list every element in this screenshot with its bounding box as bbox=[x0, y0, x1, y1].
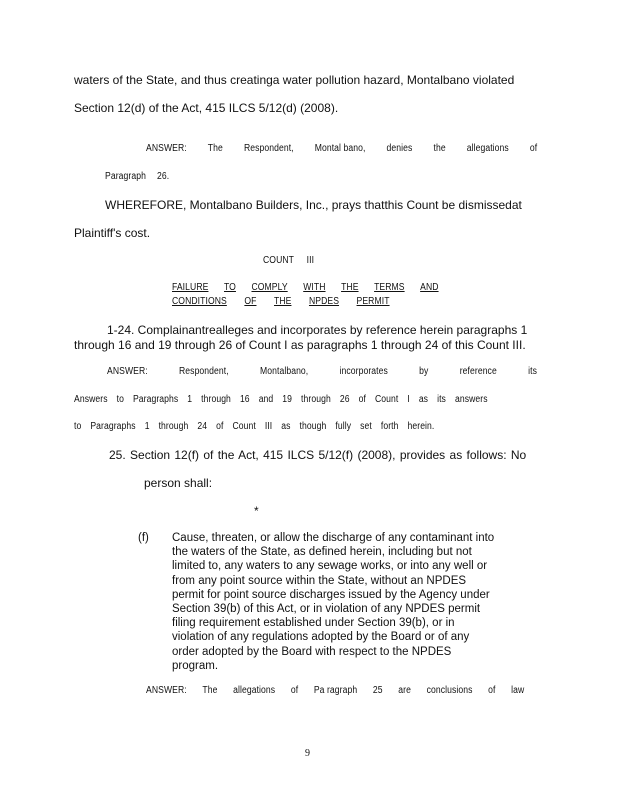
answer-word: Respondent, bbox=[243, 143, 294, 154]
answer-word: of bbox=[529, 143, 538, 154]
answer-word: incorporates bbox=[339, 366, 388, 377]
asterisk-separator: * bbox=[254, 504, 259, 518]
answer-word: Respondent, bbox=[179, 366, 229, 377]
heading-word: PERMIT bbox=[356, 296, 390, 307]
quote-line: the waters of the State, as defined herein, including but not bbox=[172, 546, 472, 559]
heading-word: TERMS bbox=[374, 282, 405, 293]
paragraph-text: 1-24. Complainantrealleges and incorporates by reference herein paragraphs 1 bbox=[107, 323, 528, 337]
answer-word: by bbox=[419, 366, 429, 377]
answer-word: denies bbox=[386, 143, 413, 154]
heading-word: FAILURE bbox=[172, 282, 209, 293]
answer-label: ANSWER: bbox=[146, 685, 187, 696]
paragraph-text: 25. Section 12(f) of the Act, 415 ILCS 5/12(f) (2008), provides as follows: No bbox=[109, 448, 527, 462]
quote-line: permit for point source discharges issued by the Agency under bbox=[172, 588, 490, 601]
quote-line: Cause, threaten, or allow the discharge of any contaminant into bbox=[172, 532, 495, 544]
count-heading-line bbox=[172, 282, 439, 294]
answer-word: allegations bbox=[233, 685, 276, 696]
answer-label: ANSWER: bbox=[107, 366, 148, 377]
paragraph-text: person shall: bbox=[144, 476, 213, 490]
heading-word: CONDITIONS bbox=[172, 296, 227, 307]
answer-word: its bbox=[528, 366, 537, 377]
subsection-label: (f) bbox=[138, 532, 149, 544]
wherefore-text: Plaintiff's cost. bbox=[74, 226, 151, 240]
answer-word: of bbox=[488, 685, 496, 696]
wherefore-text: WHEREFORE, Montalbano Builders, Inc., prays thatthis Count be dismissedat bbox=[105, 198, 522, 212]
answer-word: The bbox=[207, 143, 223, 154]
count-heading-line bbox=[172, 296, 390, 308]
answer-line: to Paragraphs 1 through 24 of Count III as though fully set forth herein. bbox=[74, 421, 435, 432]
heading-word: COMPLY bbox=[251, 282, 288, 293]
paragraph-text: waters of the State, and thus creatinga water pollution hazard, Montalbano violated bbox=[74, 73, 515, 87]
paragraph-text: through 16 and 19 through 26 of Count I as paragraphs 1 through 24 of this Count III. bbox=[74, 338, 526, 352]
heading-word: TO bbox=[223, 282, 236, 293]
count-title: COUNT III bbox=[263, 255, 315, 266]
answer-word: reference bbox=[459, 366, 497, 377]
answer-line: Answers to Paragraphs 1 through 16 and 19 through 26 of Count I as its answers bbox=[74, 394, 488, 405]
answer-word: The bbox=[202, 685, 218, 696]
heading-word: AND bbox=[420, 282, 439, 293]
answer-line bbox=[107, 366, 537, 378]
answer-label: ANSWER: bbox=[146, 143, 187, 154]
answer-line bbox=[146, 143, 537, 155]
answer-word: are bbox=[398, 685, 411, 696]
heading-word: WITH bbox=[303, 282, 326, 293]
answer-word: 25 bbox=[372, 685, 383, 696]
answer-line bbox=[146, 685, 524, 697]
answer-line: Paragraph 26. bbox=[105, 171, 170, 182]
heading-word: THE bbox=[273, 296, 292, 307]
quote-line: filing requirement established under Section 39(b), or in bbox=[172, 617, 455, 630]
quote-line: Section 39(b) of this Act, or in violation of any NPDES permit bbox=[172, 603, 481, 616]
answer-word: of bbox=[290, 685, 299, 696]
answer-word: law bbox=[511, 685, 525, 696]
quote-line: order adopted by the Board with respect to the NPDES bbox=[172, 645, 452, 658]
answer-word: Montal bano, bbox=[314, 143, 366, 154]
quote-line: violation of any regulations adopted by the Board or of any bbox=[172, 631, 470, 644]
answer-word: allegations bbox=[466, 143, 509, 154]
heading-word: OF bbox=[244, 296, 257, 307]
answer-word: the bbox=[433, 143, 446, 154]
heading-word: NPDES bbox=[308, 296, 340, 307]
answer-word: conclusions bbox=[426, 685, 473, 696]
quote-line: program. bbox=[172, 659, 219, 672]
answer-word: Montalbano, bbox=[259, 366, 309, 377]
quoted-statute bbox=[172, 531, 514, 673]
paragraph-text: Section 12(d) of the Act, 415 ILCS 5/12(d) (2008). bbox=[74, 101, 339, 115]
heading-word: THE bbox=[341, 282, 359, 293]
quote-line: from any point source within the State, without an NPDES bbox=[172, 574, 467, 587]
quote-line: limited to, any waters to any sewage works, or into any well or bbox=[172, 560, 488, 573]
page-number: 9 bbox=[305, 748, 310, 759]
answer-word: Pa ragraph bbox=[313, 685, 358, 696]
